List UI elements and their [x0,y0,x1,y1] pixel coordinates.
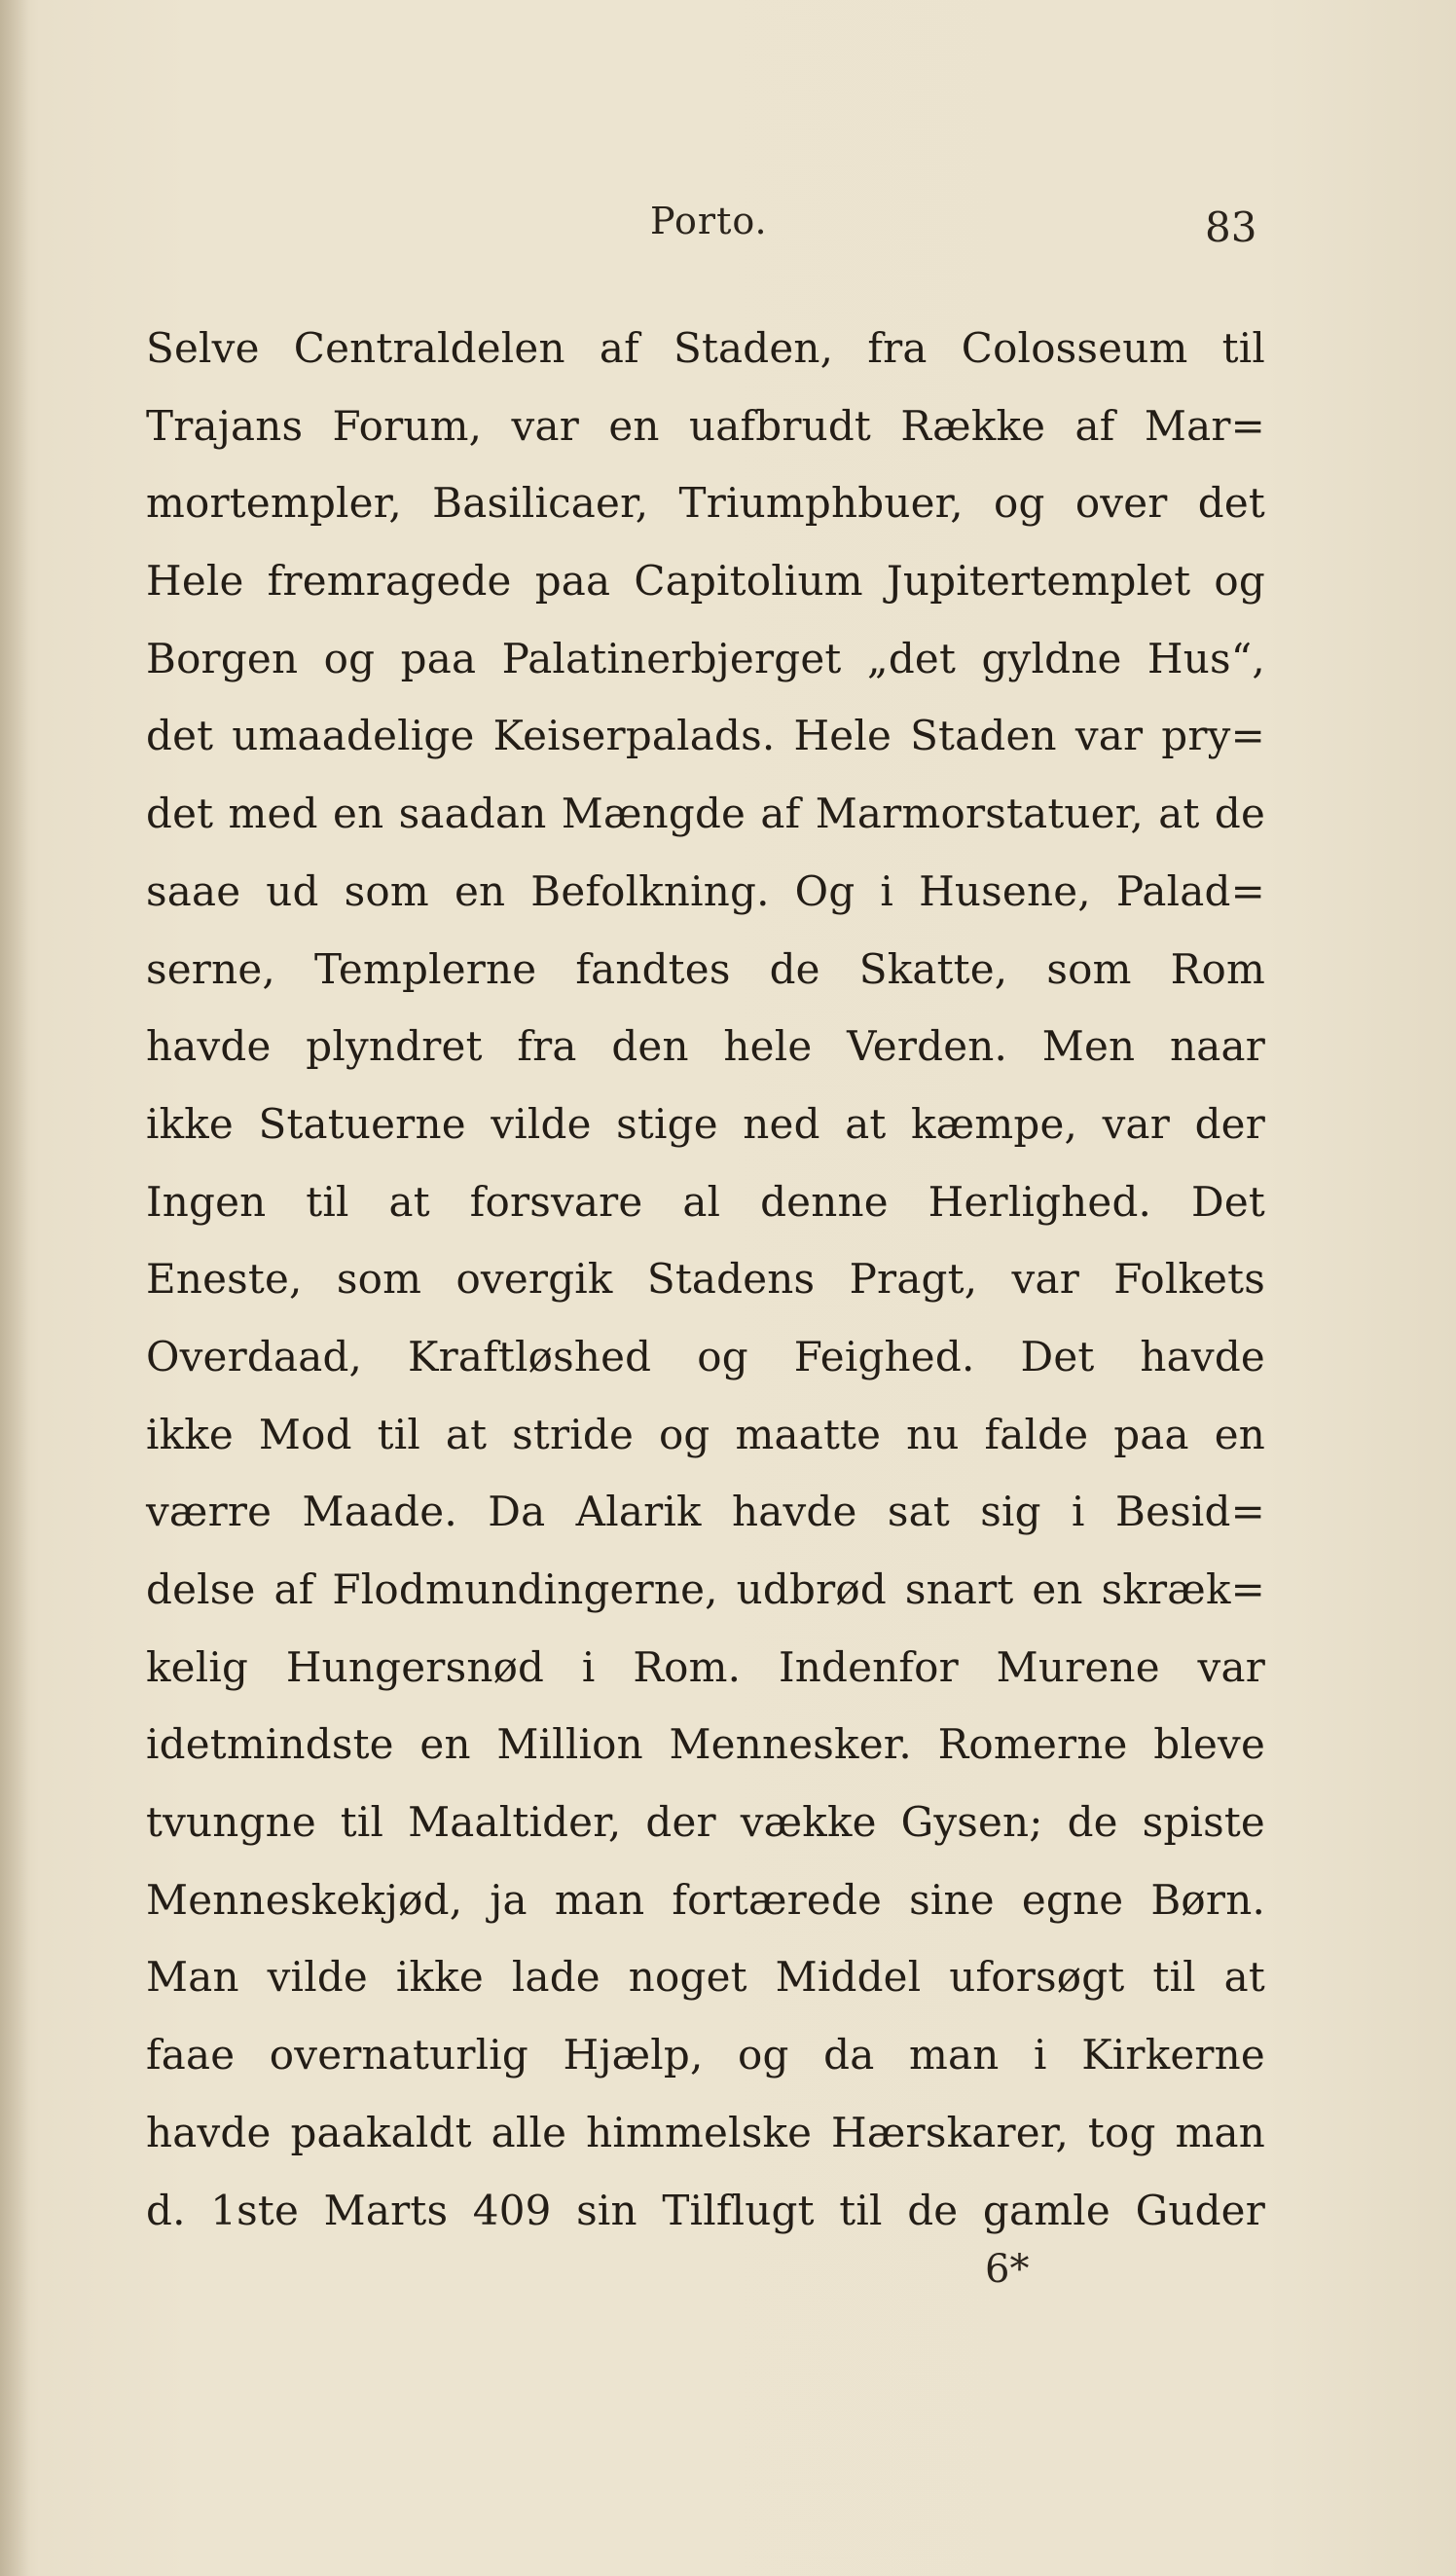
body-text [146,310,1265,2249]
text-line: Trajans Forum, var en uafbrudt Række af Mar= [146,401,1265,450]
spine-shadow [0,0,29,2576]
running-title: Porto. [650,200,768,242]
text-line: kelig Hungersnød i Rom. Indenfor Murene var [146,1642,1265,1691]
text-line: faae overnaturlig Hjælp, og da man i Kirkerne [146,2031,1265,2079]
text-line: serne, Templerne fandtes de Skatte, som Rom [146,944,1265,993]
text-line: havde paakaldt alle himmelske Hærskarer, tog man [146,2108,1265,2156]
text-line: d. 1ste Marts 409 sin Tilflugt til de gamle Guder [146,2186,1265,2234]
text-line: Ingen til at forsvare al denne Herlighed. Det [146,1177,1265,1226]
text-line: Menneskekjød, ja man fortærede sine egne Børn. [146,1875,1265,1924]
text-line: havde plyndret fra den hele Verden. Men naar [146,1022,1265,1071]
text-line: Man vilde ikke lade noget Middel uforsøgt til at [146,1953,1265,2002]
signature-mark: 6* [985,2247,1030,2292]
text-line: Overdaad, Kraftløshed og Feighed. Det havde [146,1332,1265,1380]
text-line: tvungne til Maaltider, der vække Gysen; de spiste [146,1798,1265,1847]
running-head [0,200,1456,258]
text-line: delse af Flodmundingerne, udbrød snart en skræk= [146,1565,1265,1613]
text-line: ikke Statuerne vilde stige ned at kæmpe, var der [146,1099,1265,1148]
text-line: saae ud som en Befolkning. Og i Husene, Palad= [146,866,1265,915]
text-line: Eneste, som overgik Stadens Pragt, var Folkets [146,1255,1265,1304]
text-line: ikke Mod til at stride og maatte nu falde paa en [146,1410,1265,1458]
text-line: Selve Centraldelen af Staden, fra Colosseum til [146,324,1265,372]
text-line: Hele fremragede paa Capitolium Jupitertemplet og [146,557,1265,606]
text-line: det umaadelige Keiserpalads. Hele Staden var pry= [146,712,1265,760]
text-line: værre Maade. Da Alarik havde sat sig i Besid= [146,1488,1265,1536]
text-line: det med en saadan Mængde af Marmorstatuer, at de [146,790,1265,838]
text-line: mortempler, Basilicaer, Triumphbuer, og over det [146,479,1265,528]
text-line: Borgen og paa Palatinerbjerget „det gyldne Hus“, [146,634,1265,682]
page-number: 83 [1205,203,1257,251]
text-line: idetmindste en Million Mennesker. Romerne bleve [146,1720,1265,1769]
